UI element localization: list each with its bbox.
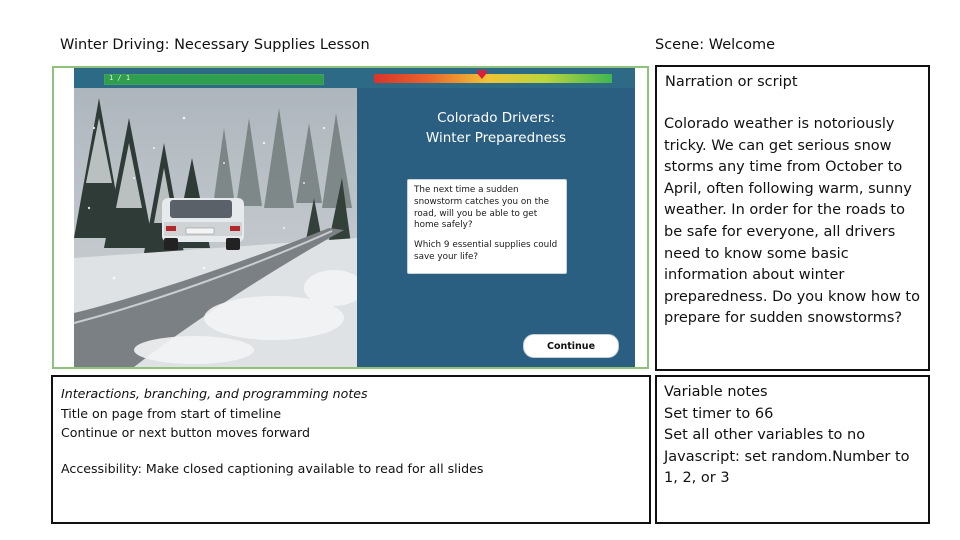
snowy-road-photo xyxy=(74,88,357,367)
variables-line-2: Set all other variables to no xyxy=(664,427,866,444)
slide-title-line2: Winter Preparedness xyxy=(425,130,567,146)
intro-panel xyxy=(357,88,635,367)
interactions-line-1: Title on page from start of timeline xyxy=(61,405,282,421)
narration-label: Narration or script xyxy=(665,74,798,90)
slide-top-bar xyxy=(74,68,635,88)
continue-button[interactable]: Continue xyxy=(523,334,619,358)
interactions-notes xyxy=(61,384,368,443)
slide-preview-frame xyxy=(52,66,649,369)
scene-title: Scene: Welcome xyxy=(655,37,776,53)
variable-notes xyxy=(664,382,924,490)
interactions-heading: Interactions, branching, and programming notes xyxy=(61,386,368,401)
slide-title xyxy=(357,108,635,148)
variables-box xyxy=(655,375,930,524)
variables-heading: Variable notes xyxy=(664,384,768,400)
slide-title-line1: Colorado Drivers: xyxy=(437,110,555,126)
variables-line-3: Javascript: set random.Number to 1, 2, or 3 xyxy=(664,448,910,487)
interactions-line-2: Continue or next button moves forward xyxy=(61,425,310,440)
question-card xyxy=(407,179,567,274)
snowy-road-image xyxy=(74,88,357,367)
narration-box xyxy=(655,65,930,371)
progress-label: 1 / 1 xyxy=(109,74,131,82)
heart-icon: ♥ xyxy=(476,68,488,83)
question-text-2: Which 9 essential supplies could save your life? xyxy=(414,240,558,262)
narration-text: Colorado weather is notoriously tricky. We can get serious snow storms any time from October to April, often following warm, sunny weather. In order for the roads to be safe for everyone, all drivers need to know some basic information about winter preparedness. Do you know how to prepare for sudden snowstorms? xyxy=(664,116,920,327)
slide-preview xyxy=(74,68,635,367)
lesson-title: Winter Driving: Necessary Supplies Lesson xyxy=(60,37,370,53)
warmth-meter xyxy=(374,74,612,83)
interactions-box xyxy=(51,375,651,524)
progress-bar xyxy=(104,74,324,85)
progress-fill xyxy=(105,75,323,84)
question-text-1: The next time a sudden snowstorm catches you on the road, will you be able to get home safely? xyxy=(414,185,550,231)
variables-line-1: Set timer to 66 xyxy=(664,405,774,422)
accessibility-note: Accessibility: Make closed captioning available to read for all slides xyxy=(61,461,484,476)
